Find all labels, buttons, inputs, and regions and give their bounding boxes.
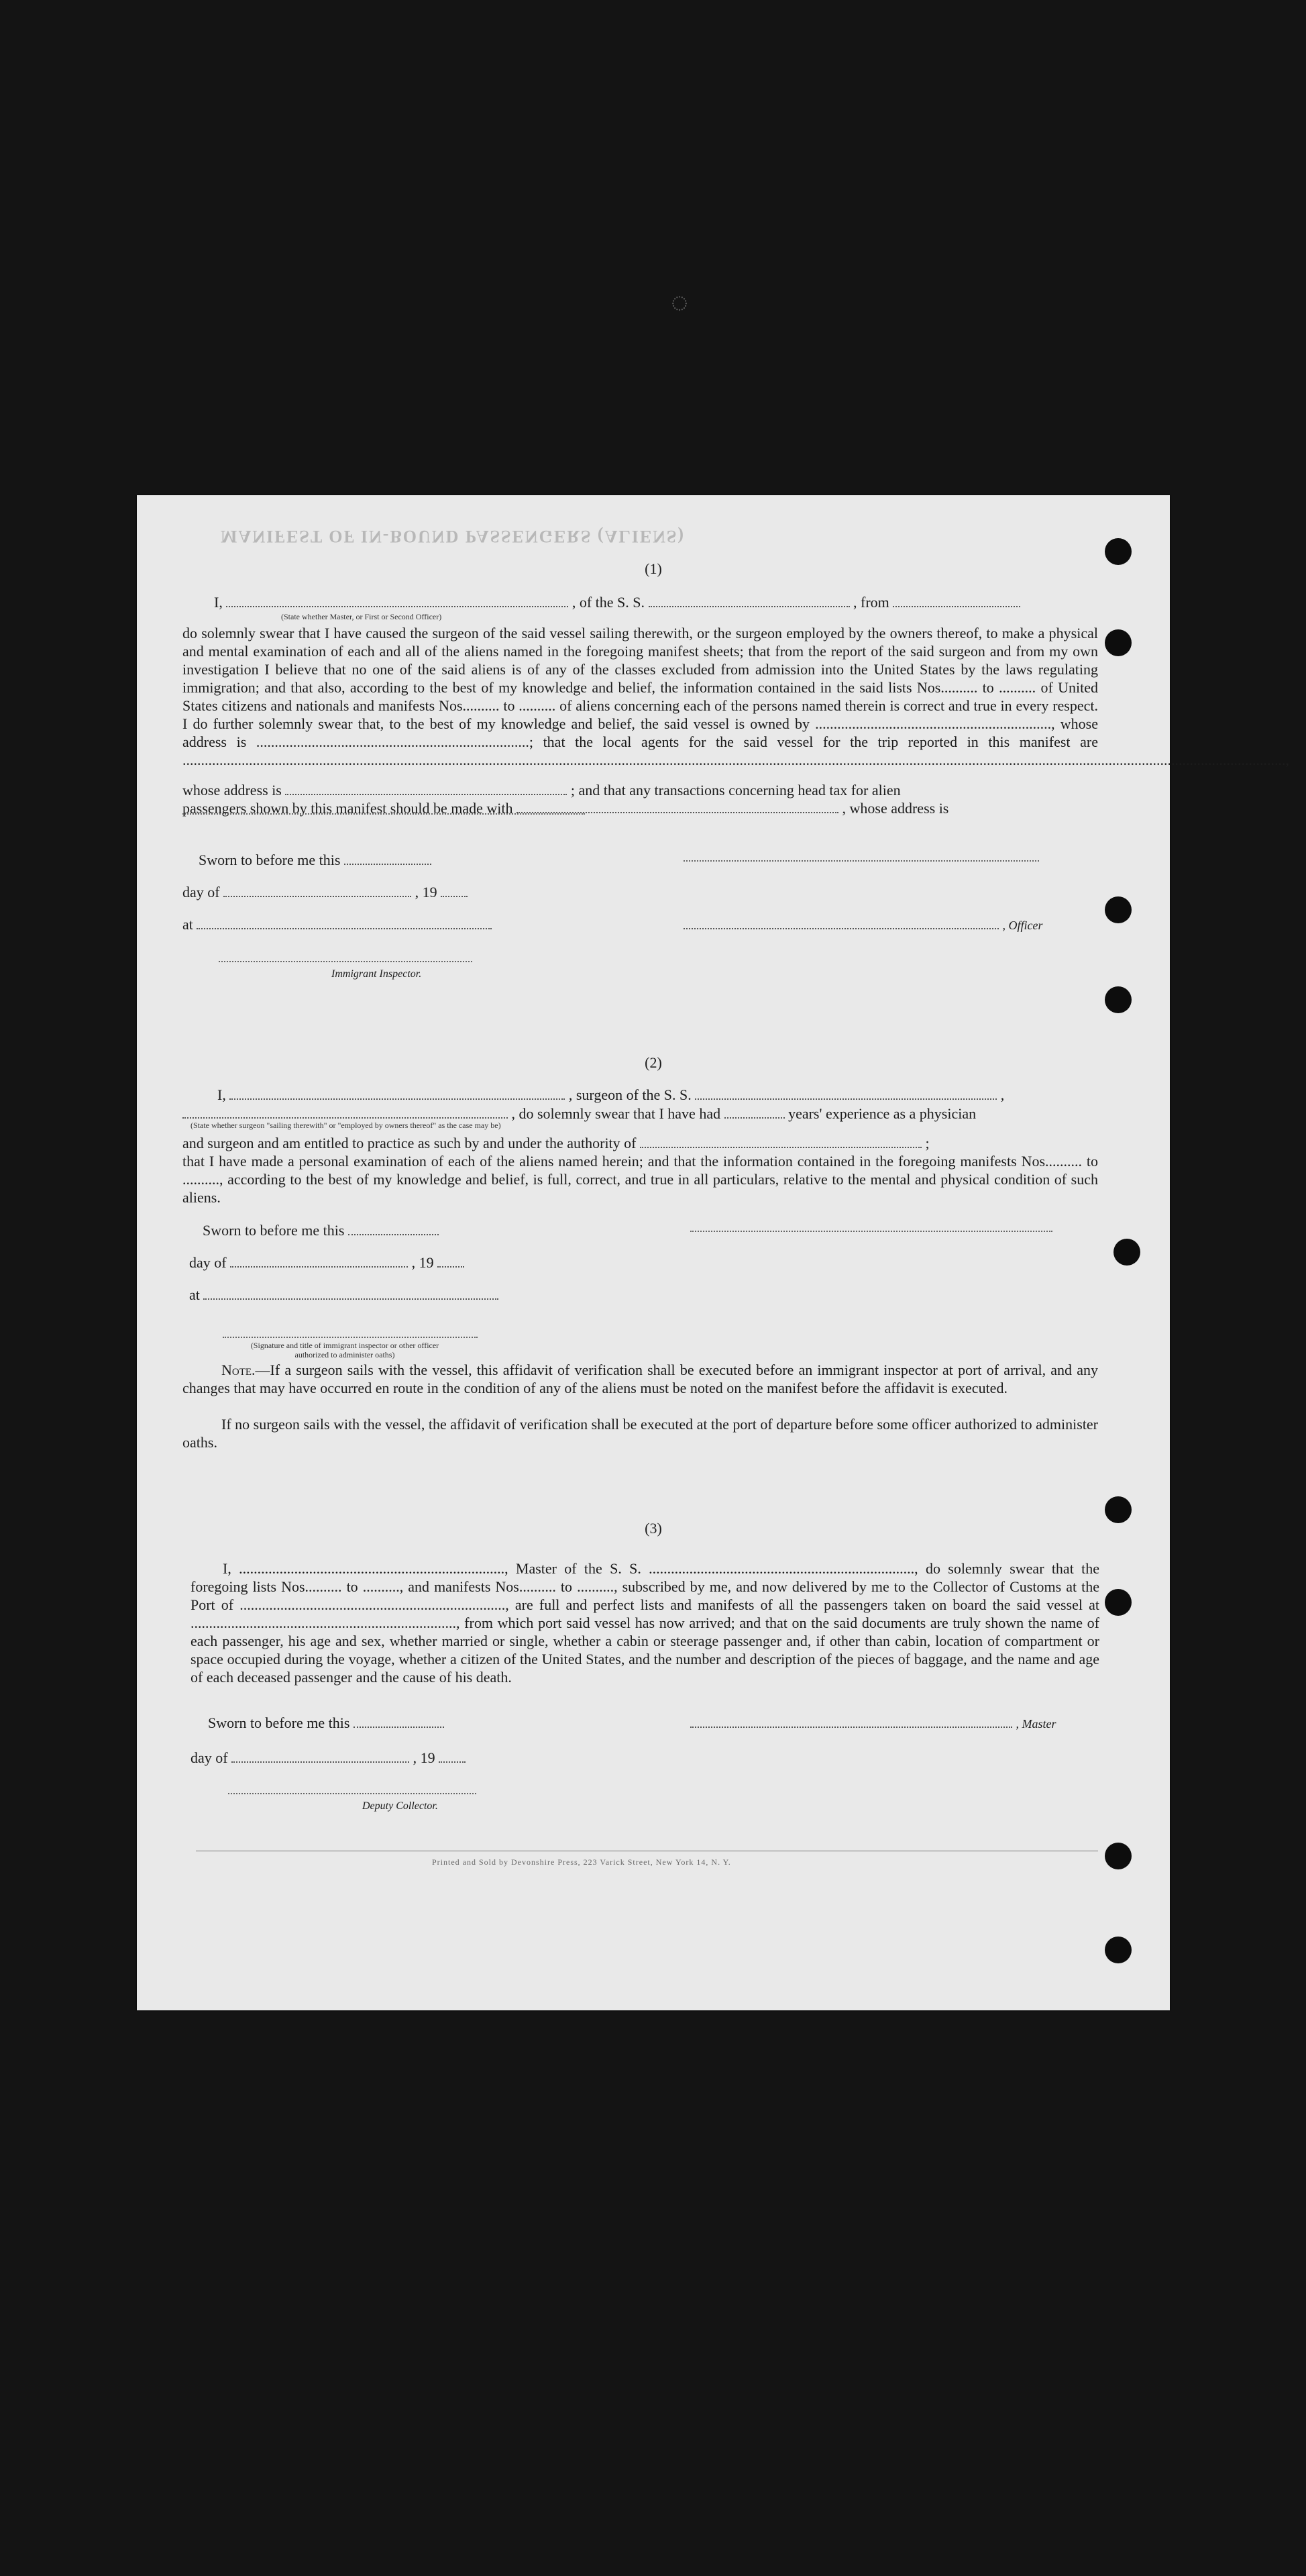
punch-hole bbox=[1113, 1239, 1140, 1266]
section-2-first-line: I, , surgeon of the S. S. , bbox=[217, 1086, 1005, 1103]
day-field[interactable] bbox=[223, 884, 411, 897]
passengers-text: passengers shown by this manifest should be made with bbox=[182, 800, 513, 817]
address-field[interactable] bbox=[285, 782, 567, 795]
transactions-text: ; and that any transactions concerning head tax for alien bbox=[570, 782, 901, 798]
section-2-at bbox=[189, 1286, 498, 1304]
punch-hole bbox=[1105, 986, 1132, 1013]
surgeon-signature-field[interactable] bbox=[690, 1231, 1052, 1232]
section-3-day bbox=[191, 1749, 466, 1767]
day-field-3[interactable] bbox=[231, 1749, 409, 1763]
section-2-note-paragraph bbox=[182, 1361, 1098, 1397]
year-field-3[interactable] bbox=[439, 1749, 466, 1763]
signature-note: (Signature and title of immigrant inspector or other officer authorized to administer oaths) bbox=[250, 1341, 439, 1359]
authority-text: and surgeon and am entitled to practice as such by and under the authority of bbox=[182, 1135, 637, 1151]
section-1-first-line bbox=[214, 593, 1093, 611]
section-1-sworn bbox=[199, 851, 431, 869]
surgeon-of-label: , surgeon of the S. S. bbox=[568, 1086, 692, 1103]
officer-label: , Officer bbox=[1002, 919, 1043, 932]
master-line bbox=[690, 1714, 1056, 1733]
section-2-i: I, bbox=[217, 1086, 226, 1103]
scan-mark-circle: ◌ bbox=[671, 286, 689, 319]
section-2-body: that I have made a personal examination of each of the aliens named herein; and that the information contained in the foregoing manifests Nos.......... to .........., according to the best of my knowledge and belief, is full, correct, and true in all particulars, relative to the mental and physical condition of such aliens. bbox=[182, 1153, 1098, 1206]
year-label: , 19 bbox=[415, 884, 437, 900]
head-tax-agent-field[interactable] bbox=[516, 800, 838, 813]
printer-footer: Printed and Sold by Devonshire Press, 223 Varick Street, New York 14, N. Y. bbox=[432, 1857, 731, 1867]
sworn-date-field-2[interactable] bbox=[348, 1222, 439, 1235]
document-page bbox=[137, 495, 1289, 2010]
officer-field[interactable] bbox=[684, 916, 999, 929]
at-field-2[interactable] bbox=[203, 1286, 498, 1300]
at-label-2: at bbox=[189, 1286, 200, 1303]
whose-address-label-2: , whose address is bbox=[842, 800, 949, 817]
name-field[interactable] bbox=[226, 594, 568, 607]
inspector-label: Immigrant Inspector. bbox=[331, 968, 422, 980]
ship-field[interactable] bbox=[649, 594, 850, 607]
section-1-number: (1) bbox=[645, 560, 662, 577]
punch-hole bbox=[1105, 1937, 1132, 1963]
section-3-sworn bbox=[208, 1714, 444, 1732]
at-field[interactable] bbox=[197, 916, 492, 929]
day-of-label-2: day of bbox=[189, 1254, 227, 1271]
ship-field-2[interactable] bbox=[695, 1086, 997, 1100]
signature-field[interactable] bbox=[684, 860, 1039, 862]
sworn-label-3: Sworn to before me this bbox=[208, 1714, 350, 1731]
years-text: years' experience as a physician bbox=[788, 1105, 977, 1122]
surgeon-status-field[interactable] bbox=[182, 1105, 508, 1119]
note-text: —If a surgeon sails with the vessel, this affidavit of verification shall be executed before an immigrant inspector at port of arrival, and any changes that may have occurred en route in the condition of any of the aliens must be noted on the manifest before the affidavit is executed. bbox=[182, 1361, 1098, 1396]
punch-hole bbox=[1105, 629, 1132, 656]
punch-hole bbox=[1105, 896, 1132, 923]
sworn-label: Sworn to before me this bbox=[199, 852, 341, 868]
collector-signature-field[interactable] bbox=[228, 1793, 476, 1794]
officer-line bbox=[684, 915, 1043, 935]
punch-hole bbox=[1105, 1589, 1132, 1616]
section-2-authority: and surgeon and am entitled to practice as such by and under the authority of ; bbox=[182, 1135, 930, 1151]
sworn-date-field[interactable] bbox=[344, 852, 431, 865]
from-label: , from bbox=[853, 594, 889, 611]
master-signature-field[interactable] bbox=[690, 1714, 1012, 1728]
year-label-3: , 19 bbox=[413, 1749, 435, 1766]
section-1-day bbox=[182, 883, 468, 901]
punch-hole bbox=[1105, 1843, 1132, 1869]
day-field-2[interactable] bbox=[230, 1254, 408, 1268]
day-of-label-3: day of bbox=[191, 1749, 228, 1766]
day-of-label: day of bbox=[182, 884, 220, 900]
section-3-number: (3) bbox=[645, 1520, 662, 1537]
address-continuation-field[interactable] bbox=[182, 813, 585, 815]
sworn-date-field-3[interactable] bbox=[353, 1714, 444, 1728]
section-3-body: I, ........................................................................, Master of the S. S. ........................................................................, do solemnly swear that the foregoing lists Nos.......... to .........., and manifests Nos.......... to .........., subscribed by me, and now delivered by me to the Collector of Customs at the Port of ........................................................................, are full and perfect lists and manifests of all the passengers taken on board the said vessel at ........................................................................, from which port said vessel has now arrived; and that on the said documents are truly shown the name of each passenger, his age and sex, whether married or single, whether a cabin or steerage passenger and, if other than cabin, location of compartment or space occupied during the voyage, whether a citizen of the United States, and the number and description of the pieces of baggage, and the name and age of each deceased passenger and the cause of his death. bbox=[191, 1560, 1099, 1686]
section-2-number: (2) bbox=[645, 1054, 662, 1071]
section-2-second-line bbox=[182, 1104, 1098, 1123]
officer-signature-field[interactable] bbox=[223, 1337, 478, 1338]
surgeon-name-field[interactable] bbox=[229, 1086, 565, 1100]
whose-address-line bbox=[182, 781, 1098, 799]
section-1-i: I, bbox=[214, 594, 223, 611]
section-2-day bbox=[189, 1253, 464, 1272]
note-label: Note. bbox=[221, 1361, 256, 1378]
whose-address-label: whose address is bbox=[182, 782, 282, 798]
from-field[interactable] bbox=[893, 594, 1020, 607]
section-2-note-paragraph-2: If no surgeon sails with the vessel, the affidavit of verification shall be executed at the port of departure before some officer authorized to administer oaths. bbox=[182, 1416, 1098, 1451]
year-field-2[interactable] bbox=[437, 1254, 464, 1268]
master-label: , Master bbox=[1016, 1717, 1056, 1731]
section-2-sworn bbox=[203, 1221, 439, 1239]
year-field[interactable] bbox=[441, 884, 468, 897]
swear-text: , do solemnly swear that I have had bbox=[511, 1105, 721, 1122]
section-2-note: (State whether surgeon "sailing therewith" or "employed by owners thereof" as the case may be) bbox=[191, 1121, 501, 1130]
at-label: at bbox=[182, 916, 193, 933]
authority-field[interactable] bbox=[640, 1135, 922, 1148]
of-ss-label: , of the S. S. bbox=[572, 594, 645, 611]
year-label-2: , 19 bbox=[411, 1254, 434, 1271]
section-1-title-note: (State whether Master, or First or Second Officer) bbox=[281, 612, 442, 621]
inspector-signature-field[interactable] bbox=[219, 961, 472, 962]
collector-label: Deputy Collector. bbox=[362, 1800, 438, 1812]
faint-header: MANIFEST OF IN-BOUND PASSENGERS (ALIENS) bbox=[221, 527, 686, 546]
years-field[interactable] bbox=[724, 1105, 785, 1119]
sworn-label-2: Sworn to before me this bbox=[203, 1222, 345, 1239]
section-1-at bbox=[182, 915, 492, 933]
section-1-body: do solemnly swear that I have caused the surgeon of the said vessel sailing therewith, or the surgeon employed by the owners thereof, to make a physical and mental examination of each and all of the aliens named in the foregoing manifest sheets; that from the report of the said surgeon and from my own investigation I believe that no one of the said aliens is of any of the classes excluded from admission into the United States by the laws regulating immigration; and that also, according to the best of my knowledge and belief, the information contained in the said lists Nos.......... to .......... of United States citizens and nationals and manifests Nos.......... to .......... of aliens concerning each of the persons named therein is correct and true in every respect. I do further solemnly swear that, to the best of my knowledge and belief, the said vessel is owned by ................................................................, whose address is ..........................................................................; that the local agents for the said vessel for the trip reported in this manifest are ..........................................................................................................................................................................................................................................................................................................., bbox=[182, 625, 1289, 768]
